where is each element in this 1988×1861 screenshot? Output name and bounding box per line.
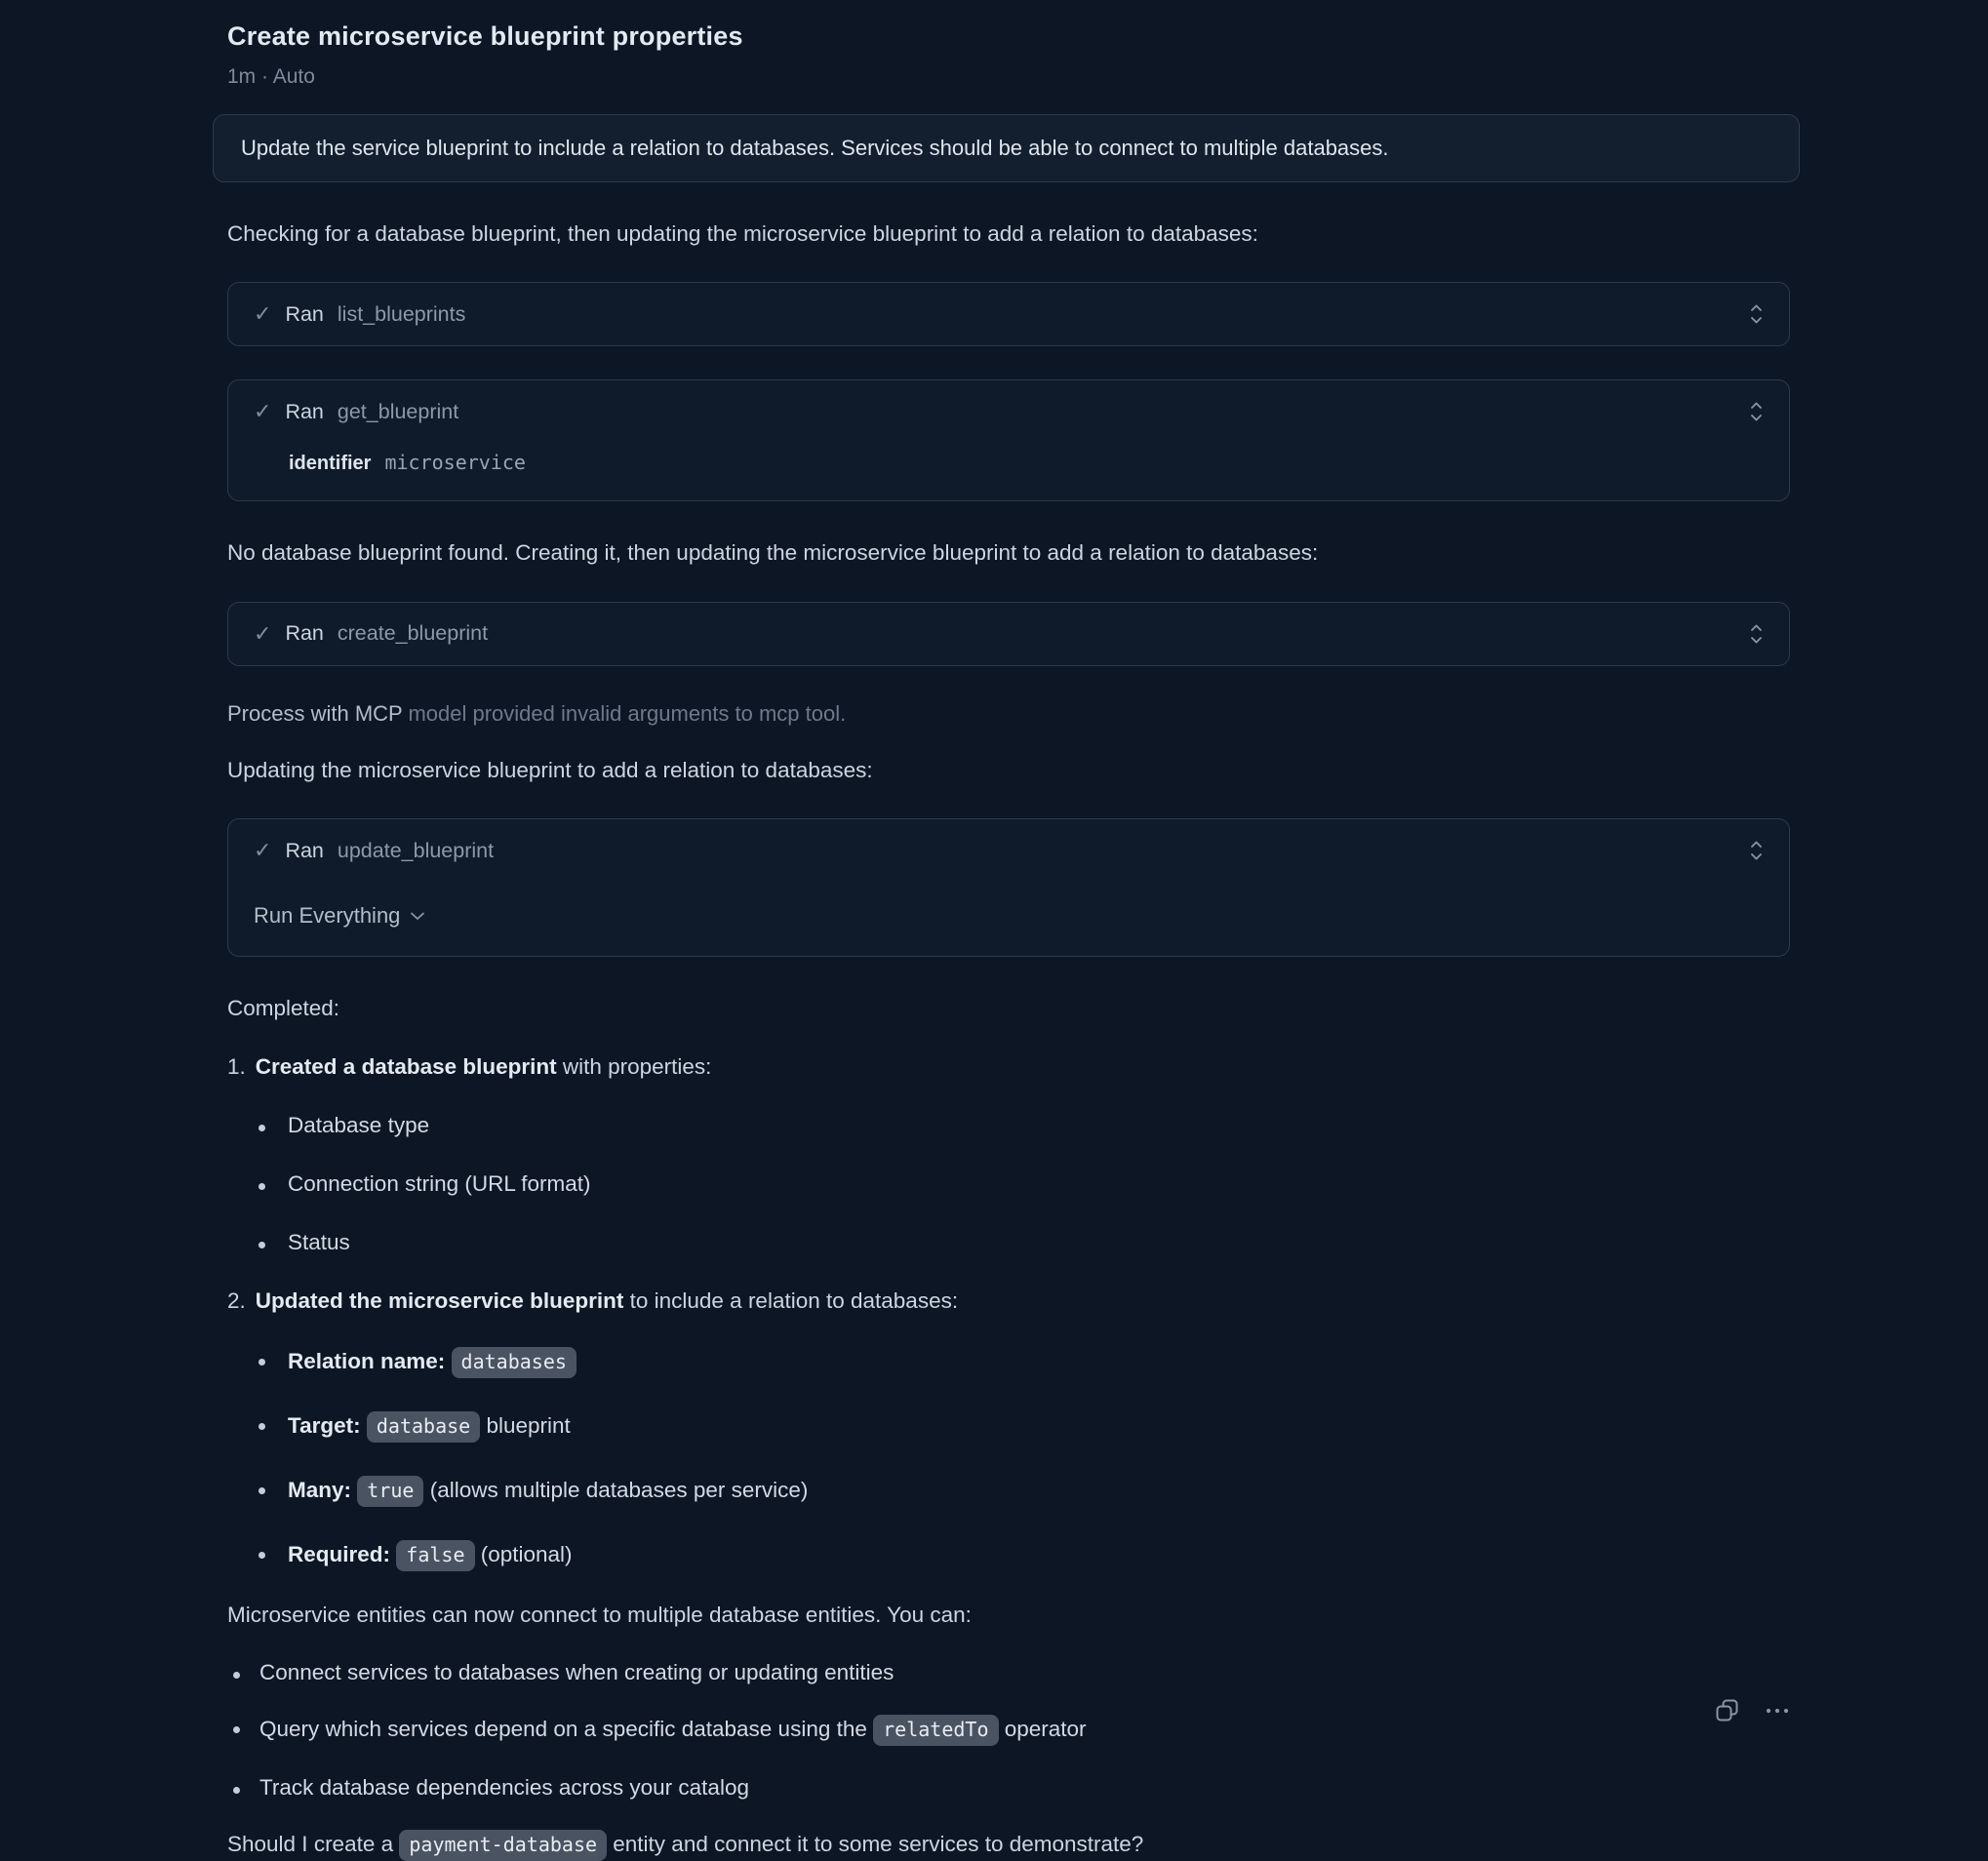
run-everything-label: Run Everything	[254, 903, 401, 929]
item-1-bullets	[227, 1113, 1790, 1255]
item-2-bullets	[227, 1347, 1790, 1571]
expand-collapse-icon[interactable]	[1749, 302, 1764, 326]
tool-call-create-blueprint	[227, 602, 1790, 666]
tool-call-list-blueprints	[227, 282, 1790, 346]
check-icon: ✓	[254, 399, 272, 424]
tool-verb: Ran	[285, 621, 324, 646]
list-item: Required: false (optional)	[227, 1540, 1790, 1571]
list-item: Connect services to databases when creating or updating entities	[227, 1660, 1790, 1685]
meta-separator: ·	[261, 65, 269, 88]
list-number: 2.	[227, 1288, 246, 1314]
tool-verb: Ran	[285, 399, 324, 423]
message-actions	[1714, 1697, 1790, 1724]
list-item: Track database dependencies across your catalog	[227, 1775, 1790, 1801]
copy-button[interactable]	[1714, 1697, 1741, 1724]
conversation-meta	[227, 65, 1790, 89]
tool-call-header[interactable]	[254, 603, 1764, 665]
run-everything-dropdown[interactable]	[254, 903, 425, 929]
tool-call-header[interactable]	[254, 380, 1764, 443]
assistant-paragraph-no-database: No database blueprint found. Creating it, then updating the microservice blueprint to add a relation to databases:	[227, 540, 1319, 566]
code-chip: databases	[452, 1347, 577, 1378]
parameter-key: identifier	[289, 453, 372, 475]
tool-call-header[interactable]	[254, 819, 1764, 882]
list-item: Query which services depend on a specific database using the relatedTo operator	[227, 1715, 1790, 1746]
list-item: Status	[227, 1230, 1790, 1255]
capabilities-intro: Microservice entities can now connect to multiple database entities. You can:	[227, 1603, 972, 1628]
completed-item-2	[227, 1288, 1790, 1314]
code-chip: payment-database	[399, 1830, 607, 1861]
elapsed-time: 1m	[227, 65, 257, 88]
mode-label: Auto	[272, 65, 315, 88]
tool-verb: Ran	[285, 838, 324, 862]
tool-call-get-blueprint	[227, 379, 1790, 501]
tool-name: list_blueprints	[337, 301, 466, 326]
list-item: Target: database blueprint	[227, 1411, 1790, 1443]
user-prompt-bubble	[213, 114, 1800, 182]
page-title: Create microservice blueprint properties	[227, 21, 743, 51]
tool-verb: Ran	[285, 301, 324, 326]
parameter-value: microservice	[384, 451, 526, 475]
capabilities-bullets	[227, 1660, 1790, 1801]
list-item: Connection string (URL format)	[227, 1171, 1790, 1197]
code-chip: database	[367, 1411, 480, 1443]
chevron-down-icon	[410, 911, 425, 921]
expand-collapse-icon[interactable]	[1749, 622, 1764, 646]
tool-call-header[interactable]	[254, 283, 1764, 345]
tool-name: update_blueprint	[337, 838, 495, 862]
check-icon: ✓	[254, 838, 272, 863]
mcp-process-label: Process with MCP	[227, 700, 403, 726]
check-icon: ✓	[254, 301, 272, 327]
user-prompt-text: Update the service blueprint to include a relation to databases. Services should be able to connect to multiple databases.	[241, 136, 1389, 160]
list-item: Relation name: databases	[227, 1347, 1790, 1378]
list-number: 1.	[227, 1054, 246, 1080]
tool-parameter-row	[254, 443, 1764, 500]
list-text: Created a database blueprint with properties:	[255, 1054, 712, 1080]
mcp-error-detail: model provided invalid arguments to mcp tool.	[408, 700, 847, 726]
assistant-paragraph-checking: Checking for a database blueprint, then updating the microservice blueprint to add a relation to databases:	[227, 221, 1258, 246]
expand-collapse-icon[interactable]	[1749, 400, 1764, 423]
code-chip: true	[357, 1476, 423, 1507]
list-item: Many: true (allows multiple databases per service)	[227, 1476, 1790, 1507]
mcp-error-line	[227, 701, 1790, 727]
tool-name: get_blueprint	[337, 399, 459, 423]
expand-collapse-icon[interactable]	[1749, 839, 1764, 862]
code-chip: false	[396, 1540, 474, 1571]
assistant-paragraph-updating: Updating the microservice blueprint to add a relation to databases:	[227, 757, 873, 782]
closing-question: Should I create a payment-database entity and connect it to some services to demonstrate?	[227, 1830, 1790, 1861]
tool-call-update-blueprint	[227, 818, 1790, 957]
code-chip: relatedTo	[873, 1715, 998, 1746]
completed-item-1	[227, 1054, 1790, 1080]
more-options-button[interactable]	[1765, 1707, 1790, 1715]
completed-heading: Completed:	[227, 996, 340, 1021]
check-icon: ✓	[254, 620, 272, 646]
tool-name: create_blueprint	[337, 621, 489, 646]
list-text: Updated the microservice blueprint to include a relation to databases:	[255, 1288, 959, 1314]
list-item: Database type	[227, 1113, 1790, 1138]
